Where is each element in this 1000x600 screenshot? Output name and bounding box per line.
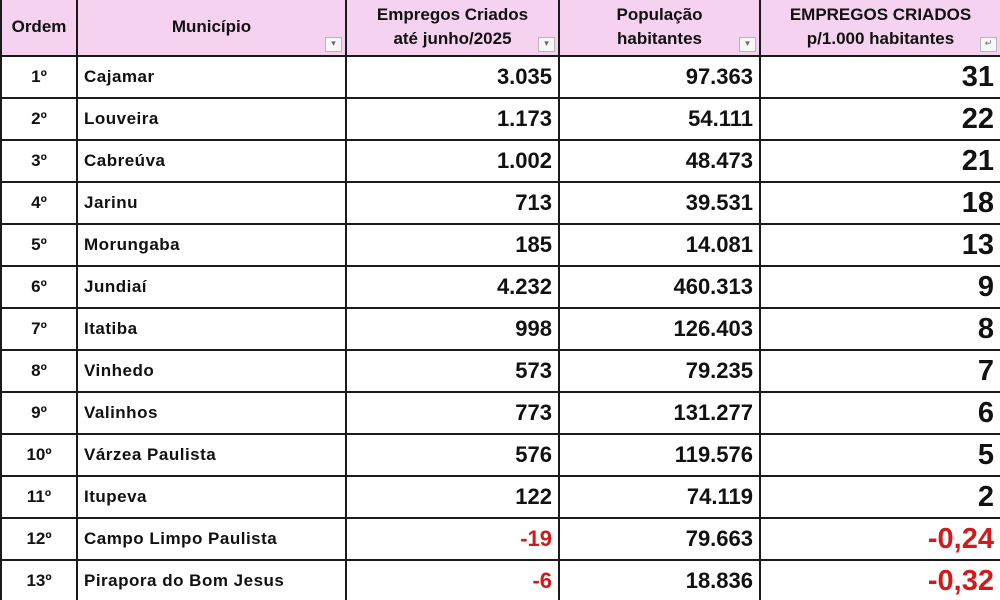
cell-populacao[interactable]: 74.119 xyxy=(559,476,760,518)
header-empregos-label: Empregos Criados até junho/2025 xyxy=(376,4,529,48)
cell-ordem[interactable]: 8º xyxy=(1,350,77,392)
header-rate xyxy=(760,0,1000,56)
table-body xyxy=(1,56,1000,600)
cell-municipio[interactable]: Valinhos xyxy=(77,392,346,434)
cell-ordem[interactable]: 11º xyxy=(1,476,77,518)
cell-empregos[interactable]: 573 xyxy=(346,350,559,392)
cell-municipio[interactable]: Itupeva xyxy=(77,476,346,518)
cell-rate[interactable]: 2 xyxy=(760,476,1000,518)
cell-ordem[interactable]: 9º xyxy=(1,392,77,434)
cell-municipio[interactable]: Morungaba xyxy=(77,224,346,266)
header-row xyxy=(1,0,1000,56)
cell-ordem[interactable]: 4º xyxy=(1,182,77,224)
table-row xyxy=(1,560,1000,600)
cell-rate[interactable]: -0,24 xyxy=(760,518,1000,560)
cell-populacao[interactable]: 18.836 xyxy=(559,560,760,600)
table-row xyxy=(1,308,1000,350)
cell-populacao[interactable]: 48.473 xyxy=(559,140,760,182)
cell-populacao[interactable]: 54.111 xyxy=(559,98,760,140)
cell-municipio[interactable]: Pirapora do Bom Jesus xyxy=(77,560,346,600)
table-row xyxy=(1,266,1000,308)
table-row xyxy=(1,350,1000,392)
cell-ordem[interactable]: 13º xyxy=(1,560,77,600)
cell-populacao[interactable]: 126.403 xyxy=(559,308,760,350)
cell-populacao[interactable]: 79.663 xyxy=(559,518,760,560)
cell-empregos[interactable]: -6 xyxy=(346,560,559,600)
table-row xyxy=(1,392,1000,434)
header-populacao xyxy=(559,0,760,56)
cell-rate[interactable]: 13 xyxy=(760,224,1000,266)
header-municipio xyxy=(77,0,346,56)
cell-populacao[interactable]: 39.531 xyxy=(559,182,760,224)
cell-rate[interactable]: 22 xyxy=(760,98,1000,140)
cell-municipio[interactable]: Cabreúva xyxy=(77,140,346,182)
dropdown-filter-icon[interactable]: ▾ xyxy=(325,37,342,52)
cell-rate[interactable]: 5 xyxy=(760,434,1000,476)
cell-municipio[interactable]: Cajamar xyxy=(77,56,346,98)
cell-rate[interactable]: 31 xyxy=(760,56,1000,98)
cell-municipio[interactable]: Jarinu xyxy=(77,182,346,224)
table-row xyxy=(1,182,1000,224)
cell-empregos[interactable]: 122 xyxy=(346,476,559,518)
cell-ordem[interactable]: 12º xyxy=(1,518,77,560)
header-empregos xyxy=(346,0,559,56)
table-row xyxy=(1,140,1000,182)
cell-empregos[interactable]: 713 xyxy=(346,182,559,224)
cell-empregos[interactable]: 773 xyxy=(346,392,559,434)
cell-municipio[interactable]: Jundiaí xyxy=(77,266,346,308)
cell-populacao[interactable]: 119.576 xyxy=(559,434,760,476)
cell-rate[interactable]: 18 xyxy=(760,182,1000,224)
cell-populacao[interactable]: 460.313 xyxy=(559,266,760,308)
cell-municipio[interactable]: Vinhedo xyxy=(77,350,346,392)
cell-ordem[interactable]: 2º xyxy=(1,98,77,140)
header-municipio-label: Município xyxy=(171,16,252,36)
cell-populacao[interactable]: 131.277 xyxy=(559,392,760,434)
cell-empregos[interactable]: 3.035 xyxy=(346,56,559,98)
table-row xyxy=(1,56,1000,98)
table-row xyxy=(1,518,1000,560)
cell-empregos[interactable]: 1.002 xyxy=(346,140,559,182)
cell-rate[interactable]: 8 xyxy=(760,308,1000,350)
cell-rate[interactable]: -0,32 xyxy=(760,560,1000,600)
cell-municipio[interactable]: Várzea Paulista xyxy=(77,434,346,476)
cell-populacao[interactable]: 97.363 xyxy=(559,56,760,98)
cell-ordem[interactable]: 3º xyxy=(1,140,77,182)
table-row xyxy=(1,224,1000,266)
table-row xyxy=(1,476,1000,518)
cell-municipio[interactable]: Itatiba xyxy=(77,308,346,350)
cell-municipio[interactable]: Louveira xyxy=(77,98,346,140)
cell-empregos[interactable]: 1.173 xyxy=(346,98,559,140)
header-populacao-label: População habitantes xyxy=(616,4,703,48)
cell-rate[interactable]: 6 xyxy=(760,392,1000,434)
cell-populacao[interactable]: 14.081 xyxy=(559,224,760,266)
cell-empregos[interactable]: 998 xyxy=(346,308,559,350)
cell-ordem[interactable]: 6º xyxy=(1,266,77,308)
sort-filter-icon[interactable]: ↵ xyxy=(980,37,997,52)
cell-ordem[interactable]: 7º xyxy=(1,308,77,350)
cell-empregos[interactable]: 185 xyxy=(346,224,559,266)
header-rate-label: EMPREGOS CRIADOS p/1.000 habitantes xyxy=(789,4,972,48)
cell-ordem[interactable]: 5º xyxy=(1,224,77,266)
cell-ordem[interactable]: 1º xyxy=(1,56,77,98)
dropdown-filter-icon[interactable]: ▾ xyxy=(538,37,555,52)
cell-empregos[interactable]: -19 xyxy=(346,518,559,560)
cell-populacao[interactable]: 79.235 xyxy=(559,350,760,392)
dropdown-filter-icon[interactable]: ▾ xyxy=(739,37,756,52)
table-row xyxy=(1,98,1000,140)
header-ordem-label: Ordem xyxy=(11,16,67,36)
cell-rate[interactable]: 21 xyxy=(760,140,1000,182)
cell-rate[interactable]: 7 xyxy=(760,350,1000,392)
cell-municipio[interactable]: Campo Limpo Paulista xyxy=(77,518,346,560)
cell-empregos[interactable]: 4.232 xyxy=(346,266,559,308)
cell-empregos[interactable]: 576 xyxy=(346,434,559,476)
cell-ordem[interactable]: 10º xyxy=(1,434,77,476)
table-row xyxy=(1,434,1000,476)
cell-rate[interactable]: 9 xyxy=(760,266,1000,308)
header-ordem xyxy=(1,0,77,56)
